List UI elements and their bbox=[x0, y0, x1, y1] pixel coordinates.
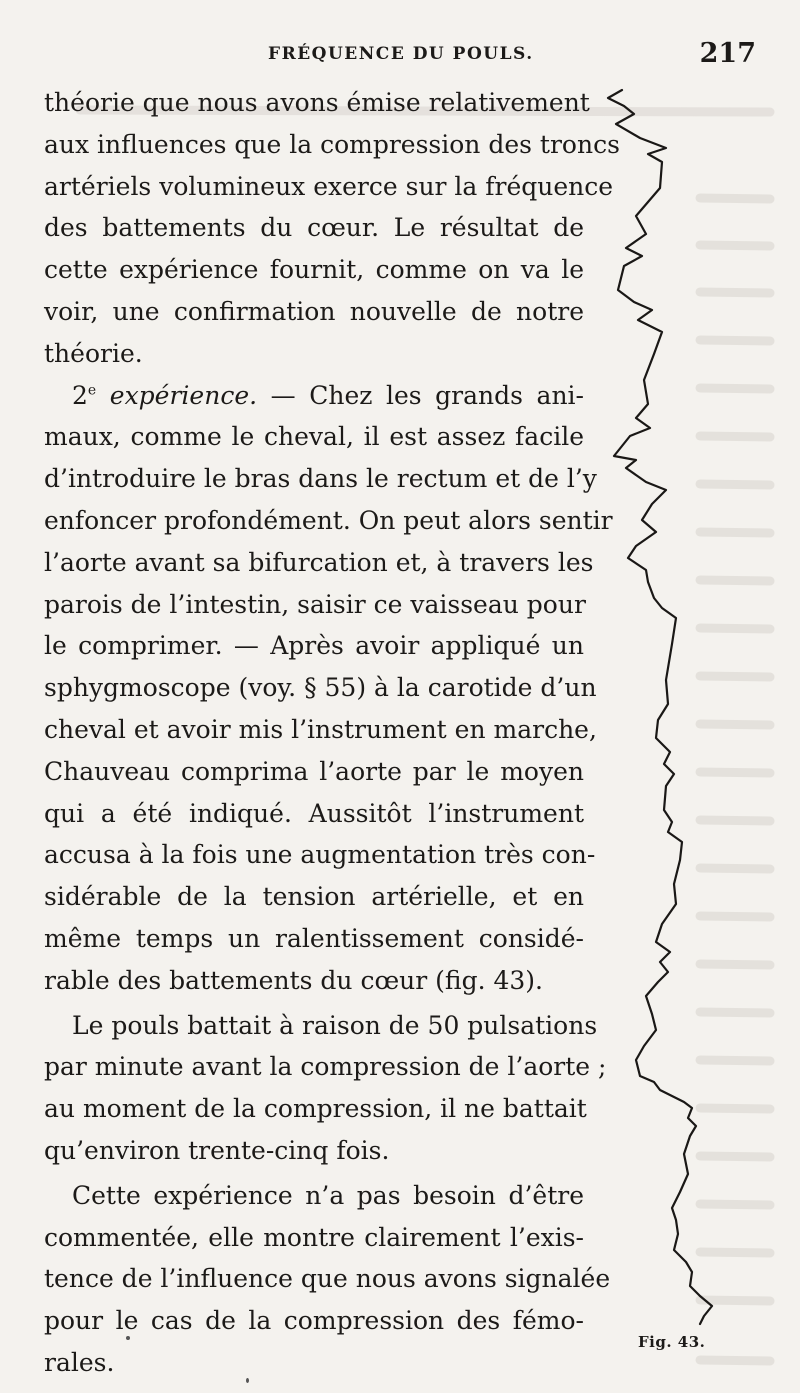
text-line: l’aorte avant sa bifurcation et, à travers les bbox=[44, 547, 594, 577]
text-line: pour le cas de la compression des fémo- bbox=[44, 1306, 584, 1336]
page-header bbox=[44, 38, 756, 78]
text-line: sidérable de la tension artérielle, et en bbox=[44, 882, 584, 912]
text-line: qu’environ trente-cinq fois. bbox=[44, 1135, 390, 1165]
pulse-tracing-line bbox=[608, 90, 712, 1324]
text-line: accusa à la fois une augmentation très con- bbox=[44, 840, 596, 870]
lead-text: — Chez les grands ani- bbox=[257, 380, 584, 410]
ink-speck bbox=[246, 1378, 249, 1383]
text-line: Le pouls battait à raison de 50 pulsations bbox=[72, 1010, 598, 1040]
paragraph bbox=[44, 82, 620, 375]
text-line: le comprimer. — Après avoir appliqué un bbox=[44, 631, 584, 661]
text-line: cette expérience fournit, comme on va le bbox=[44, 255, 584, 285]
paragraph bbox=[44, 375, 613, 1002]
ink-speck bbox=[126, 1336, 130, 1340]
body-text bbox=[44, 82, 620, 1384]
text-line: théorie que nous avons émise relativement bbox=[44, 88, 590, 117]
text-line: tence de l’influence que nous avons signalée bbox=[44, 1264, 611, 1294]
text-line: commentée, elle montre clairement l’exis- bbox=[44, 1222, 584, 1252]
text-line: aux influences que la compression des troncs bbox=[44, 129, 620, 159]
text-line: au moment de la compression, il ne battait bbox=[44, 1094, 587, 1124]
text-line: maux, comme le cheval, il est assez facile bbox=[44, 422, 584, 452]
text-line: théorie. bbox=[44, 338, 143, 368]
text-line: enfoncer profondément. On peut alors sentir bbox=[44, 505, 613, 535]
pulse-tracing-figure bbox=[596, 84, 736, 1334]
text-line: artériels volumineux exerce sur la fréquence bbox=[44, 171, 614, 201]
text-line: parois de l’intestin, saisir ce vaisseau pour bbox=[44, 589, 586, 619]
text-line: voir, une confirmation nouvelle de notre bbox=[44, 296, 584, 326]
figure-caption: Fig. 43. bbox=[638, 1333, 706, 1351]
paragraph bbox=[44, 1175, 611, 1384]
text-line: Chauveau comprima l’aorte par le moyen bbox=[44, 756, 584, 786]
paragraph-lead-line bbox=[44, 375, 584, 417]
text-line: qui a été indiqué. Aussitôt l’instrument bbox=[44, 798, 584, 828]
text-line: rable des battements du cœur (fig. 43). bbox=[44, 965, 543, 995]
text-line: même temps un ralentissement considé- bbox=[44, 923, 584, 953]
text-line: cheval et avoir mis l’instrument en marche, bbox=[44, 714, 597, 744]
page-number: 217 bbox=[699, 38, 756, 69]
experiment-number: 2 bbox=[72, 380, 88, 410]
ordinal-superscript: e bbox=[87, 382, 97, 399]
running-title: FRÉQUENCE DU POULS. bbox=[268, 44, 534, 64]
experiment-heading: expérience. bbox=[109, 380, 258, 410]
text-line: Cette expérience n’a pas besoin d’être bbox=[72, 1180, 584, 1210]
text-line: sphygmoscope (voy. § 55) à la carotide d’un bbox=[44, 673, 597, 703]
text-line: rales. bbox=[44, 1347, 115, 1377]
text-line: par minute avant la compression de l’aorte ; bbox=[44, 1052, 607, 1082]
text-line: des battements du cœur. Le résultat de bbox=[44, 213, 584, 243]
text-line: d’introduire le bras dans le rectum et de l’y bbox=[44, 464, 597, 494]
paragraph bbox=[44, 1005, 607, 1172]
